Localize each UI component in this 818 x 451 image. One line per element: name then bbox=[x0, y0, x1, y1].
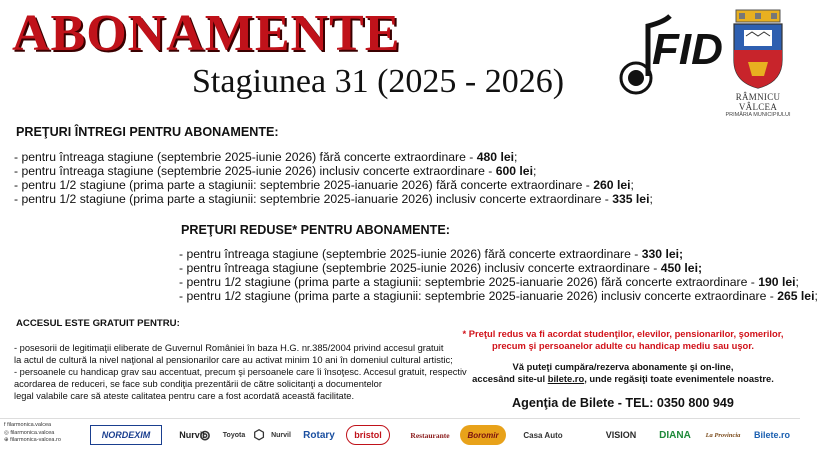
reduced-price-item-price: 330 lei; bbox=[641, 247, 684, 261]
full-price-item-suffix: ; bbox=[630, 178, 634, 192]
sponsor-logo-nurvil-2: Nurvil bbox=[271, 431, 291, 439]
full-price-item-suffix: ; bbox=[649, 192, 653, 206]
instagram-link[interactable]: ◎ filarmonica.valcea bbox=[4, 429, 55, 436]
toyota-emblem-icon: ⊚ bbox=[199, 426, 211, 443]
fid-logo bbox=[612, 12, 723, 100]
instagram-icon: ◎ bbox=[4, 429, 11, 436]
reduced-price-item bbox=[179, 261, 818, 275]
free-access-heading: ACCESUL ESTE GRATUIT PENTRU: bbox=[16, 318, 180, 329]
reduced-prices-list bbox=[179, 247, 818, 303]
website-link[interactable]: ⊕ filarmonica-valcea.ro bbox=[4, 437, 61, 443]
reduced-price-item-price: 450 lei; bbox=[660, 261, 703, 275]
note-line: precum şi persoanelor adulte cu handicap mediu sau uşor. bbox=[491, 340, 755, 351]
info-line-2 bbox=[455, 373, 791, 385]
full-price-item-price: 260 lei bbox=[593, 178, 631, 192]
full-price-item-text: - pentru 1/2 stagiune (prima parte a stagiunii: septembrie 2025-ianuarie 2026) inclusiv concerte extraordinare - bbox=[14, 192, 613, 206]
free-access-line: acordarea de reduceri, se face sub condiţia prezentării de către solicitanţi a documentelor bbox=[14, 379, 382, 389]
reduced-price-item-suffix: ; bbox=[814, 289, 818, 303]
sponsor-logo-restaurante: Restaurante bbox=[410, 430, 450, 440]
reduced-price-item-text: - pentru întreaga stagiune (septembrie 2025-iunie 2026) inclusiv concerte extraordinare - bbox=[179, 261, 661, 275]
note-line: * Preţul redus va fi acordat studenţilor, elevilor, pensionarilor, şomerilor, bbox=[462, 328, 784, 339]
full-prices-heading: PREŢURI ÎNTREGI PENTRU ABONAMENTE: bbox=[16, 125, 279, 139]
full-price-item-text: - pentru 1/2 stagiune (prima parte a stagiunii: septembrie 2025-ianuarie 2026) fără concerte extraordinare - bbox=[14, 178, 594, 192]
sponsor-logo-nordexim: NORDEXIM bbox=[90, 425, 162, 445]
full-price-item bbox=[14, 192, 653, 206]
sponsor-logo-la-provincia: La Provincia bbox=[705, 431, 741, 439]
crest-shield-icon bbox=[730, 10, 786, 90]
globe-icon: ⊕ bbox=[4, 437, 11, 443]
free-access-text bbox=[14, 342, 474, 402]
fid-logo-text: FID bbox=[652, 25, 723, 74]
bilete-ro-link[interactable]: bilete.ro bbox=[547, 373, 585, 384]
sponsor-logo-bristol: bristol bbox=[346, 425, 390, 445]
info-line-2-pre: accesând site-ul bbox=[472, 373, 548, 384]
full-price-item bbox=[14, 178, 653, 192]
free-access-line: la actul de cultură la nivel naţional al pensionarilor care au activat minim 10 ani în domeniul cultural artistic; bbox=[14, 355, 453, 365]
full-price-item-suffix: ; bbox=[514, 150, 518, 164]
reduced-price-item-text: - pentru 1/2 stagiune (prima parte a stagiunii: septembrie 2025-ianuarie 2026) fără concerte extraordinare - bbox=[179, 275, 759, 289]
free-access-line: - persoanele cu handicap grav sau accentuat, precum şi persoanele care îi însoţesc. Accesul gratuit, respectiv bbox=[14, 367, 467, 377]
full-price-item-price: 480 lei bbox=[476, 150, 514, 164]
full-price-item-text: - pentru întreaga stagiune (septembrie 2025-iunie 2026) fără concerte extraordinare - bbox=[14, 150, 477, 164]
crest-town-name: RÂMNICU VÂLCEA bbox=[735, 92, 781, 112]
reduced-prices-heading: PREŢURI REDUSE* PENTRU ABONAMENTE: bbox=[181, 223, 450, 237]
info-line-2-post: , unde regăsiţi toate evenimentele noastre. bbox=[584, 373, 774, 384]
reduced-price-note bbox=[455, 328, 791, 352]
full-price-item bbox=[14, 164, 653, 178]
sponsor-logo-nurvil: Nurvil bbox=[179, 430, 205, 440]
sponsor-logo-rotary: Rotary bbox=[303, 429, 335, 441]
reduced-price-item-text: - pentru întreaga stagiune (septembrie 2025-iunie 2026) fără concerte extraordinare - bbox=[179, 247, 642, 261]
reduced-price-item-text: - pentru 1/2 stagiune (prima parte a stagiunii: septembrie 2025-ianuarie 2026) inclusiv concerte extraordinare - bbox=[179, 289, 778, 303]
sponsor-logo-vision: VISION bbox=[605, 430, 637, 440]
mg-emblem-icon: ⬡ bbox=[253, 427, 265, 442]
free-access-line: legal valabile care să ateste calitatea pentru care a fost acordată această facilitate. bbox=[14, 391, 355, 401]
reduced-price-item-price: 190 lei bbox=[758, 275, 796, 289]
reduced-price-item bbox=[179, 247, 818, 261]
full-price-item-suffix: ; bbox=[532, 164, 537, 178]
city-crest bbox=[720, 10, 796, 122]
facebook-link[interactable]: f filarmonica.valcea bbox=[4, 422, 52, 428]
ticket-agency-phone: Agenţia de Bilete - TEL: 0350 800 949 bbox=[512, 396, 734, 410]
facebook-icon: f bbox=[4, 422, 8, 428]
page-title: ABONAMENTE bbox=[12, 5, 401, 62]
full-price-item-price: 600 lei bbox=[495, 164, 533, 178]
online-info bbox=[455, 361, 791, 385]
full-price-item-price: 335 lei bbox=[612, 192, 650, 206]
info-line-1: Vă puteţi cumpăra/rezerva abonamente şi on-line, bbox=[512, 361, 734, 372]
reduced-price-item bbox=[179, 275, 818, 289]
social-links bbox=[4, 422, 61, 445]
reduced-price-item bbox=[179, 289, 818, 303]
sponsor-logo-boromir: Boromir bbox=[460, 425, 506, 445]
season-subtitle: Stagiunea 31 (2025 - 2026) bbox=[192, 63, 565, 100]
full-price-item bbox=[14, 150, 653, 164]
reduced-price-item-price: 265 lei bbox=[777, 289, 815, 303]
reduced-price-item-suffix: ; bbox=[795, 275, 799, 289]
sponsor-logo-casa-auto: Casa Auto bbox=[523, 430, 563, 440]
crest-subtitle: PRIMĂRIA MUNICIPIULUI bbox=[725, 112, 791, 118]
sponsor-logo-toyota: Toyota bbox=[222, 431, 246, 439]
sponsor-logo-bilete-ro: Bilete.ro bbox=[753, 430, 790, 440]
sponsor-logo-diana: DIANA bbox=[659, 429, 691, 441]
free-access-line: - posesorii de legitimaţii eliberate de Guvernul României în baza H.G. nr.385/2004 privind accesul gratuit bbox=[14, 343, 444, 353]
full-prices-list bbox=[14, 150, 653, 206]
full-price-item-text: - pentru întreaga stagiune (septembrie 2025-iunie 2026) inclusiv concerte extraordinare - bbox=[14, 164, 496, 178]
sponsors-strip bbox=[0, 418, 800, 451]
